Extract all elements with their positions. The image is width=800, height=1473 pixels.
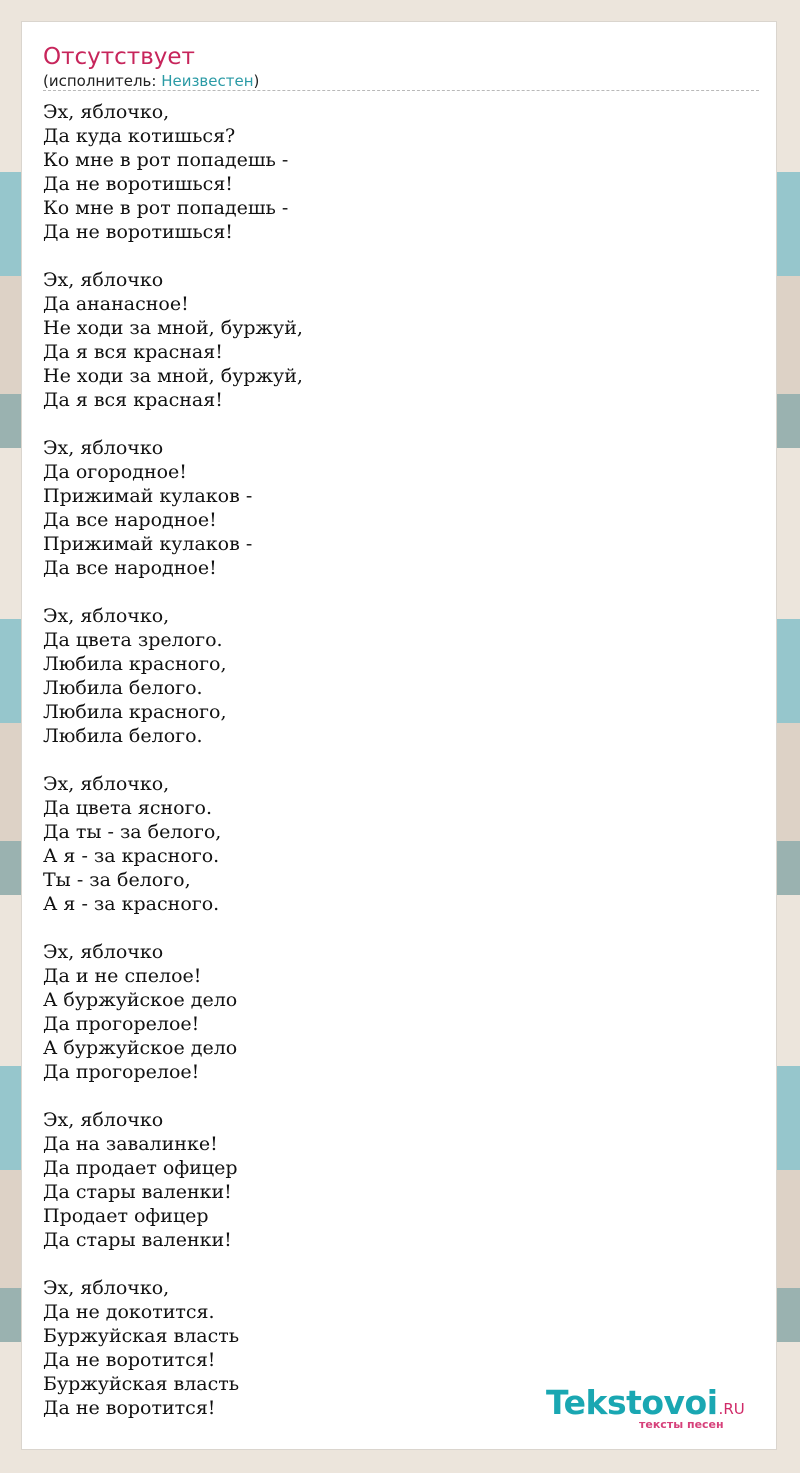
logo-word: Tekstovoi — [546, 1383, 718, 1422]
artist-link[interactable]: Неизвестен — [161, 72, 254, 90]
artist-prefix: (исполнитель: — [43, 72, 162, 90]
song-title: Отсутствует — [43, 44, 195, 70]
artist-line — [43, 71, 259, 91]
logo-tld: .RU — [718, 1400, 745, 1418]
artist-suffix: ) — [253, 72, 260, 90]
lyrics-text: Эх, яблочко, Да куда котишься? Ко мне в рот попадешь - Да не воротишься! Ко мне в рот попадешь - Да не воротишься! Эх, яблочко Да ананасное! Не ходи за мной, буржуй, Да я вся красная! Не ходи за мной, буржуй, Да я вся красная! Эх, яблочко Да огородное! Прижимай кулаков - Да все народное! Прижимай кулаков - Да все народное! Эх, яблочко, Да цвета зрелого. Любила красного, Любила белого. Любила красного, Любила белого. Эх, яблочко, Да цвета ясного. Да ты - за белого, А я - за красного. Ты - за белого, А я - за красного. Эх, яблочко Да и не спелое! А буржуйское дело Да прогорелое! А буржуйское дело Да прогорелое! Эх, яблочко Да на завалинке! Да продает офицер Да стары валенки! Продает офицер Да стары валенки! Эх, яблочко, Да не докотится. Буржуйская власть Да не воротится! Буржуйская власть Да не воротится! — [43, 101, 303, 1419]
lyrics-card — [21, 21, 777, 1450]
logo-subtitle: тексты песен — [639, 1418, 724, 1431]
site-logo[interactable] — [546, 1383, 766, 1433]
title-divider — [43, 90, 759, 91]
